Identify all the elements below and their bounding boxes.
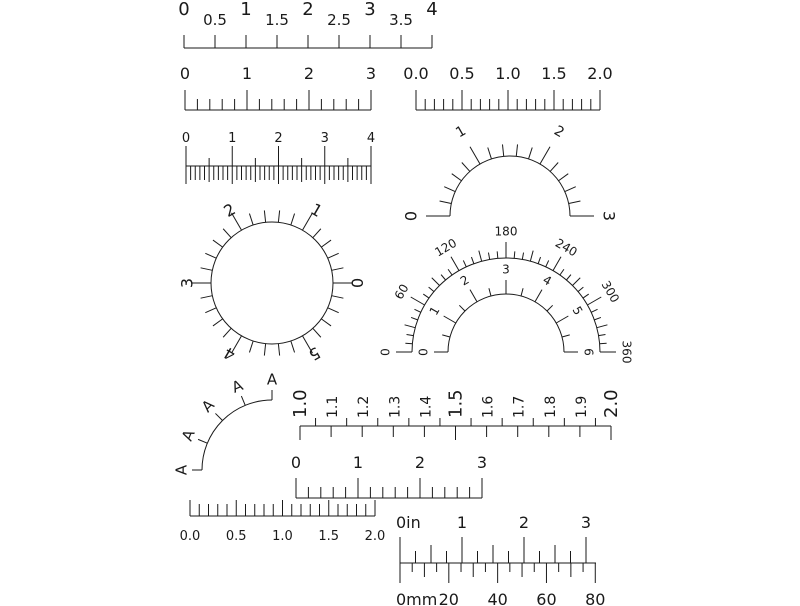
scale-label: 0.5 — [225, 529, 247, 544]
minor-tick — [328, 253, 339, 258]
degree-label: 240 — [552, 235, 580, 260]
degree-major-tick — [587, 297, 601, 305]
arc-letter: A — [172, 464, 191, 476]
scale-label: 0 — [181, 131, 191, 146]
degree-minor-tick — [414, 309, 420, 312]
scale-label: 5 — [305, 343, 324, 365]
arc-letter: A — [198, 396, 219, 417]
scale-label: 3 — [365, 64, 377, 83]
scale-label: 1 — [307, 199, 326, 221]
scale-label: 1 — [241, 64, 253, 83]
half-label: 2.5 — [327, 11, 351, 29]
degree-minor-tick — [488, 253, 489, 260]
scale-label: 2.0 — [364, 529, 386, 544]
inner-minor-tick — [521, 288, 523, 296]
minor-tick — [488, 148, 492, 159]
scale-label: 3 — [599, 210, 619, 222]
scale-label: 0 — [290, 453, 302, 472]
degree-minor-tick — [429, 287, 434, 291]
scale-label: 80 — [585, 590, 606, 606]
degree-minor-tick — [578, 287, 583, 291]
minor-tick — [213, 240, 223, 247]
rotated-label: 1.8 — [542, 395, 559, 418]
minor-tick — [444, 187, 455, 192]
minor-tick — [565, 187, 576, 192]
ruler-0-to-4-fine — [182, 131, 375, 184]
scale-label: 1.0 — [495, 64, 521, 83]
scale-label: 3 — [177, 277, 197, 289]
arc-letter: A — [266, 370, 278, 389]
degree-minor-tick — [599, 334, 606, 335]
minor-tick — [440, 201, 452, 203]
inner-major-tick — [444, 316, 456, 323]
degree-minor-tick — [432, 278, 440, 286]
rotated-label: 1.9 — [573, 395, 590, 418]
minor-tick — [332, 296, 344, 298]
minor-tick — [550, 162, 558, 171]
scale-label: 4 — [220, 343, 239, 365]
degree-label: 60 — [391, 281, 412, 302]
degree-minor-tick — [530, 251, 533, 262]
scale-label: 4 — [366, 131, 376, 146]
letter-tick — [198, 439, 207, 443]
degree-minor-tick — [405, 343, 412, 344]
minor-tick — [278, 344, 279, 356]
degree-label: 180 — [494, 224, 518, 239]
integer-label: 0 — [178, 0, 190, 20]
minor-tick — [313, 229, 321, 238]
half-label: 1.5 — [265, 11, 289, 29]
integer-label: 2 — [302, 0, 314, 20]
degree-minor-tick — [566, 275, 570, 280]
inner-arc — [448, 294, 564, 352]
integer-label: 4 — [426, 0, 438, 20]
minor-tick — [264, 344, 265, 356]
scale-label: 2 — [518, 513, 530, 532]
scale-label: 1.0 — [272, 529, 293, 544]
inner-minor-tick — [547, 305, 553, 311]
scale-label: 1 — [352, 453, 364, 472]
minor-tick — [321, 319, 331, 326]
degree-minor-tick — [448, 269, 452, 275]
scale-label: 2 — [551, 122, 567, 142]
scale-label: 0 — [179, 64, 191, 83]
minor-tick — [223, 229, 231, 238]
half-label: 3.5 — [389, 11, 413, 29]
degree-minor-tick — [597, 325, 608, 328]
inner-label: 5 — [569, 303, 586, 318]
half-arc-scale-0-to-3 — [402, 123, 619, 221]
minor-tick — [264, 210, 265, 222]
letter-tick — [215, 413, 222, 420]
rotated-label: 1.7 — [511, 395, 528, 418]
degree-minor-tick — [522, 253, 523, 260]
scale-label: 40 — [487, 590, 508, 606]
degree-minor-tick — [560, 269, 564, 275]
ruler-0-to-3 — [180, 64, 376, 110]
major-tick — [540, 147, 550, 164]
degree-minor-tick — [514, 251, 515, 258]
inner-label: 3 — [502, 262, 510, 277]
degree-label: 0 — [378, 348, 393, 356]
arc-letter-sample — [173, 371, 278, 476]
double-protractor-360 — [379, 225, 634, 364]
minor-tick — [559, 174, 569, 181]
half-label: 0.5 — [203, 11, 227, 29]
minor-tick — [516, 144, 517, 156]
arc — [450, 156, 570, 216]
degree-minor-tick — [546, 260, 549, 266]
integer-label: 1 — [240, 0, 252, 20]
degree-minor-tick — [423, 294, 429, 298]
inner-label: 0 — [416, 348, 431, 356]
arc-letter: A — [178, 427, 199, 444]
scale-label: 0mm — [396, 590, 438, 606]
ruler-0-0-to-2-0 — [403, 64, 612, 110]
minor-tick — [291, 341, 295, 352]
rotated-label: 1.3 — [387, 395, 404, 418]
scale-label: 60 — [536, 590, 557, 606]
degree-label: 360 — [619, 340, 634, 364]
letter-tick — [241, 396, 245, 405]
scale-label: 3 — [320, 131, 329, 146]
degree-minor-tick — [441, 275, 445, 280]
degree-major-tick — [411, 297, 425, 305]
degree-minor-tick — [405, 325, 416, 328]
degree-minor-tick — [600, 343, 607, 344]
minor-tick — [529, 148, 533, 159]
minor-tick — [223, 328, 231, 337]
scale-label: 2 — [220, 199, 239, 221]
minor-tick — [313, 328, 321, 337]
inner-label: 1 — [426, 303, 443, 318]
degree-minor-tick — [471, 257, 473, 264]
ruler-0-to-3-lower — [291, 453, 487, 498]
minor-tick — [201, 296, 213, 298]
rotated-label: 2.0 — [601, 389, 622, 418]
inner-minor-tick — [562, 335, 570, 337]
minor-tick — [201, 268, 213, 270]
scale-label: 3 — [580, 513, 592, 532]
degree-minor-tick — [497, 251, 498, 258]
rotated-label: 1.5 — [445, 389, 467, 418]
inner-label: 6 — [581, 348, 596, 356]
rotated-label: 1.2 — [356, 395, 373, 418]
inner-major-tick — [470, 290, 477, 302]
inner-major-tick — [556, 316, 568, 323]
scale-label: 1.5 — [318, 529, 340, 544]
inner-minor-tick — [442, 335, 450, 337]
scale-label: 0.0 — [403, 64, 429, 83]
scale-label: 0 — [401, 210, 421, 222]
degree-minor-tick — [591, 309, 597, 312]
degree-label: 120 — [432, 235, 460, 260]
rotated-label: 1.6 — [480, 395, 497, 418]
rotated-label: 1.0 — [290, 389, 311, 418]
dial-circle — [211, 222, 333, 344]
scale-label: 2.0 — [587, 64, 613, 83]
scale-label: 2 — [303, 64, 315, 83]
scale-label: 0.0 — [179, 529, 201, 544]
major-tick — [470, 147, 480, 164]
integer-label: 3 — [364, 0, 376, 20]
rotated-label: 1.4 — [418, 395, 435, 418]
scale-label: 1 — [453, 122, 469, 142]
minor-tick — [278, 210, 279, 222]
scale-label: 20 — [438, 590, 459, 606]
scale-label: 1 — [228, 131, 237, 146]
inner-minor-tick — [489, 288, 491, 296]
degree-major-tick — [451, 257, 459, 271]
minor-tick — [291, 214, 295, 225]
ruler-0-0-to-2-0-bottom — [180, 500, 386, 544]
minor-tick — [332, 268, 344, 270]
ruler-0-to-4-half-steps — [178, 0, 437, 48]
degree-minor-tick — [572, 278, 580, 286]
minor-tick — [249, 214, 253, 225]
degree-minor-tick — [594, 317, 601, 319]
degree-minor-tick — [538, 257, 540, 264]
minor-tick — [205, 253, 216, 258]
circular-dial-0-to-5 — [178, 199, 367, 364]
minor-tick — [205, 308, 216, 313]
scale-label: 1 — [456, 513, 468, 532]
scale-label: 1.5 — [541, 64, 567, 83]
degree-minor-tick — [463, 260, 466, 266]
minor-tick — [502, 144, 503, 156]
inner-major-tick — [535, 290, 542, 302]
inner-label: 4 — [540, 272, 555, 289]
scale-label: 2 — [414, 453, 426, 472]
minor-tick — [452, 174, 462, 181]
degree-minor-tick — [583, 294, 589, 298]
minor-tick — [213, 319, 223, 326]
minor-tick — [569, 201, 581, 203]
inner-minor-tick — [459, 305, 465, 311]
ruler-1-0-to-2-0-rotated-labels — [290, 389, 622, 440]
minor-tick — [328, 308, 339, 313]
minor-tick — [321, 240, 331, 247]
scale-label: 2 — [274, 131, 283, 146]
arc-letter: A — [229, 376, 246, 397]
degree-minor-tick — [407, 334, 414, 335]
minor-tick — [249, 341, 253, 352]
degree-label: 300 — [598, 278, 623, 306]
inch-millimeter-ruler — [396, 513, 605, 606]
minor-tick — [462, 162, 470, 171]
scale-label: 0in — [396, 513, 421, 532]
rotated-label: 1.1 — [325, 395, 342, 418]
degree-major-tick — [553, 257, 561, 271]
degree-minor-tick — [411, 317, 418, 319]
scale-label: 0.5 — [449, 64, 475, 83]
scale-label: 0 — [347, 277, 367, 289]
inner-label: 2 — [457, 272, 472, 289]
scale-label: 3 — [476, 453, 488, 472]
degree-minor-tick — [479, 251, 482, 262]
